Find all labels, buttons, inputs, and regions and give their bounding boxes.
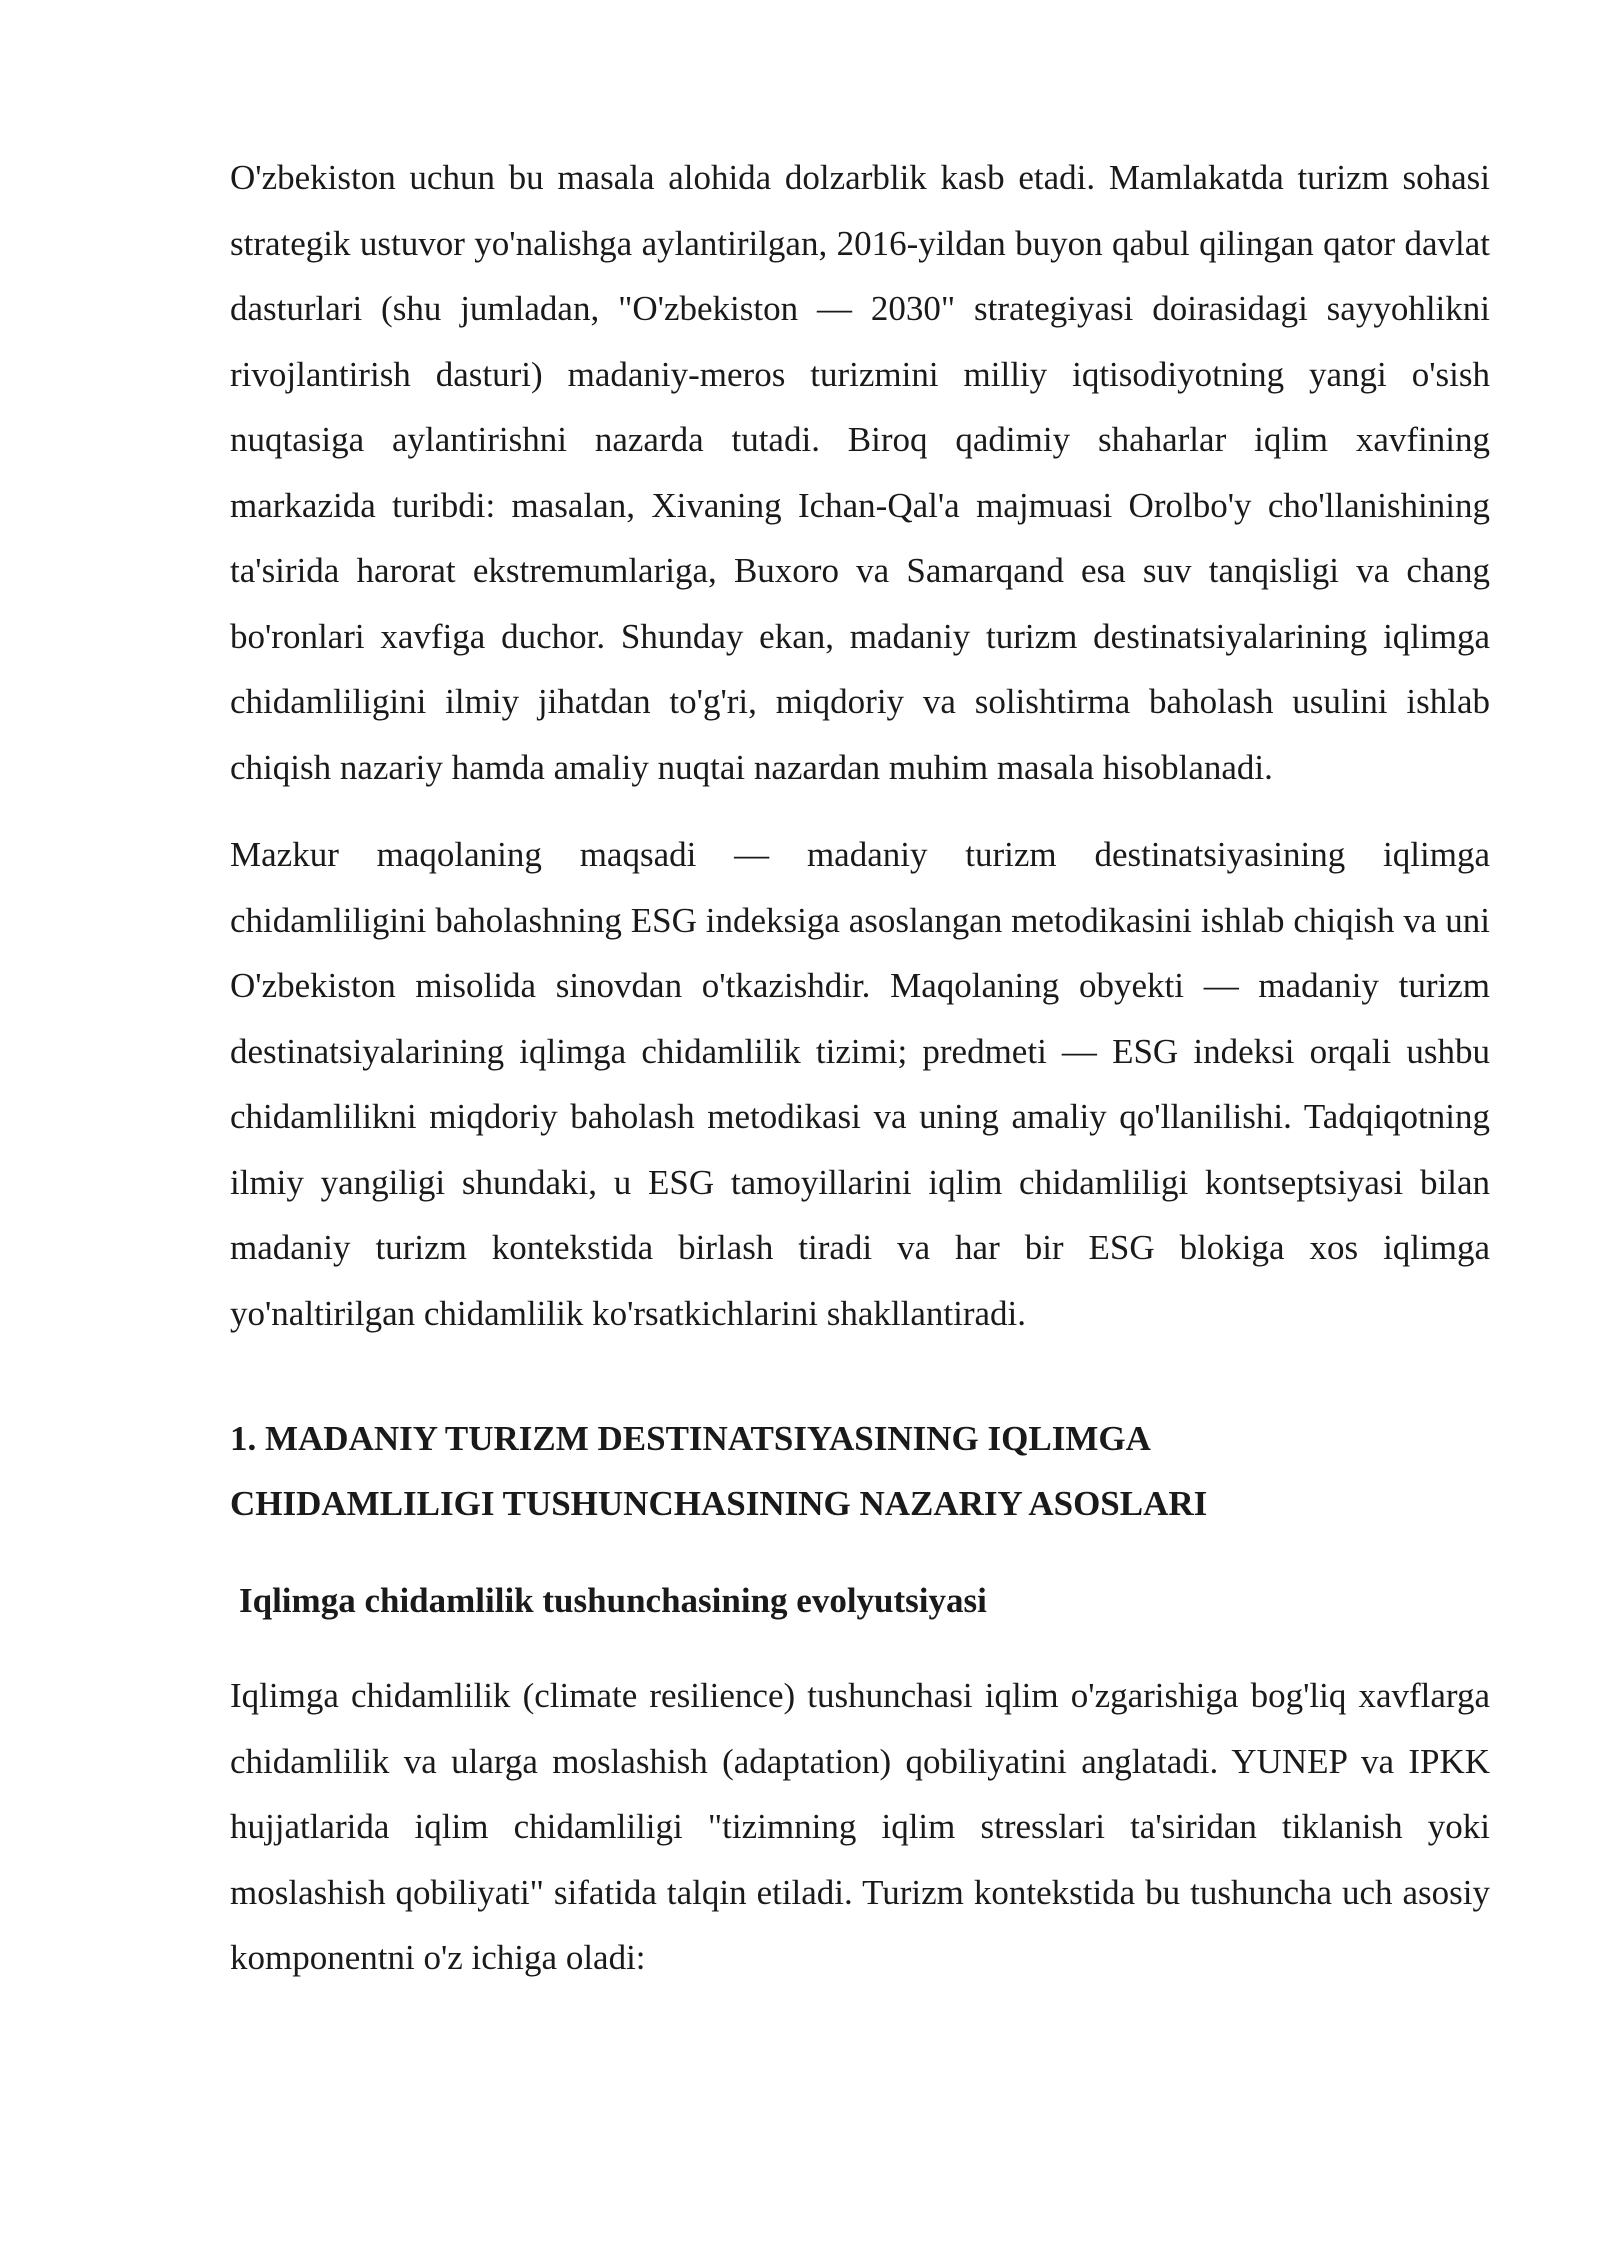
section-heading: 1. MADANIY TURIZM DESTINATSIYASINING IQLIMGA CHIDAMLILIGI TUSHUNCHASINING NAZARIY ASOSLARI (230, 1419, 1208, 1523)
aim-paragraph: Mazkur maqolaning maqsadi — madaniy turizm destinatsiyasining iqlimga chidamliligini baholashning ESG indeksiga asoslangan metodikasini ishlab chiqish va uni O'zbekiston misolida sinovdan o'tkazishdir. Maqolaning obyekti — madaniy turizm destinatsiyalarining iqlimga chidamlilik tizimi; predmeti — ESG indeksi orqali ushbu chidamlilikni miqdoriy baholash metodikasi va uning amaliy qo'llanilishi. Tadqiqotning ilmiy yangiligi shundaki, u ESG tamoyillarini iqlim chidamliligi kontseptsiyasi bilan madaniy turizm kontekstida birlash tiradi va har bir ESG blokiga xos iqlimga yo'naltirilgan chidamlilik ko'rsatkichlarini shakllantiradi. (230, 835, 1490, 1333)
definition-paragraph: Iqlimga chidamlilik (climate resilience) tushunchasi iqlim o'zgarishiga bog'liq xavflarga chidamlilik va ularga moslashish (adaptation) qobiliyatini anglatadi. YUNEP va IPKK hujjatlarida iqlim chidamliligi "tizimning iqlim stresslari ta'siridan tiklanish yoki moslashish qobiliyati" sifatida talqin etiladi. Turizm kontekstida bu tushuncha uch asosiy komponentni o'z ichiga oladi: (230, 1676, 1490, 1977)
intro-paragraph: O'zbekiston uchun bu masala alohida dolzarblik kasb etadi. Mamlakatda turizm sohasi strategik ustuvor yo'nalishga aylantirilgan, 2016-yildan buyon qabul qilingan qator davlat dasturlari (shu jumladan, "O'zbekiston — 2030" strategiyasi doirasidagi sayyohlikni rivojlantirish dasturi) madaniy-meros turizmini milliy iqtisodiyotning yangi o'sish nuqtasiga aylantirishni nazarda tutadi. Biroq qadimiy shaharlar iqlim xavfining markazida turibdi: masalan, Xivaning Ichan-Qal'a majmuasi Orolbo'y cho'llanishining ta'sirida harorat ekstremumlariga, Buxoro va Samarqand esa suv tanqisligi va chang bo'ronlari xavfiga duchor. Shunday ekan, madaniy turizm destinatsiyalarining iqlimga chidamliligini ilmiy jihatdan to'g'ri, miqdoriy va solishtirma baholash usulini ishlab chiqish nazariy hamda amaliy nuqtai nazardan muhim masala hisoblanadi. (230, 158, 1490, 787)
subsection-heading: Iqlimga chidamlilik tushunchasining evolyutsiyasi (239, 1581, 987, 1620)
document-page (230, 145, 1490, 1991)
